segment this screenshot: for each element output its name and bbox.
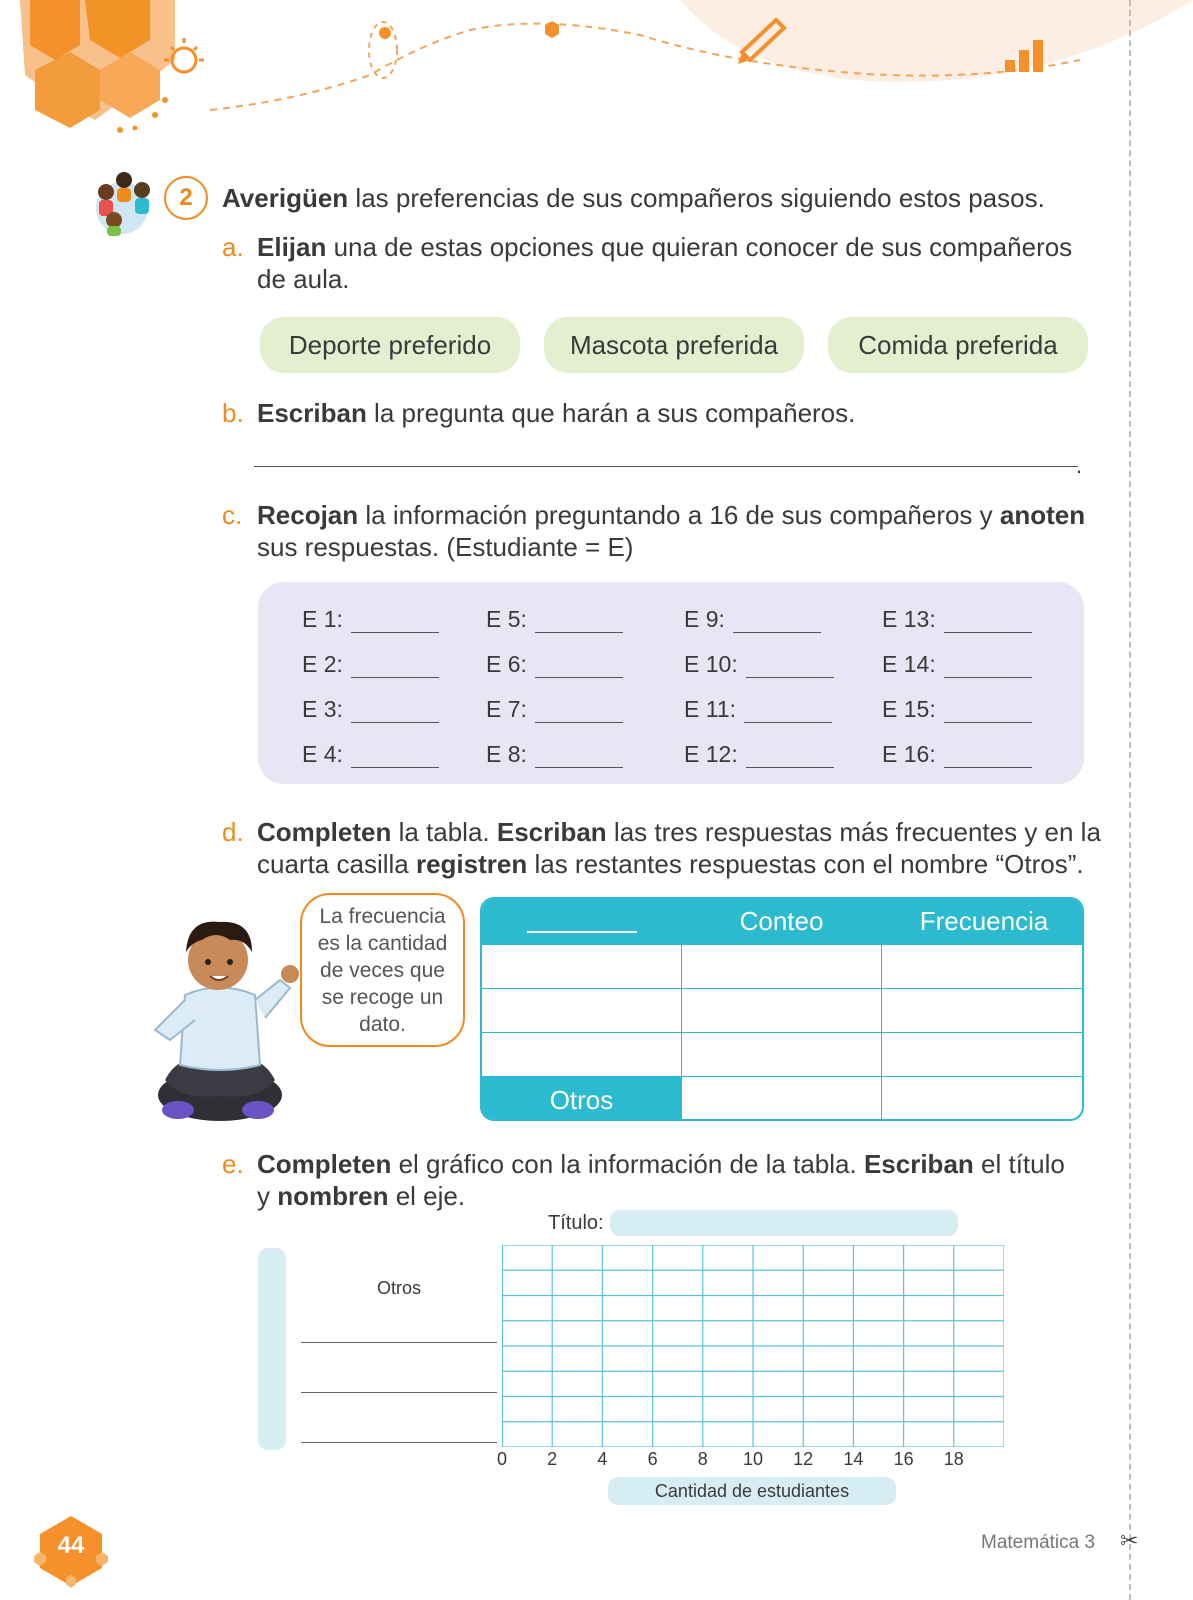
student-entry[interactable]: E 1: [302, 606, 439, 633]
step-e-line2: y nombren el eje. [257, 1181, 466, 1211]
table-cell[interactable] [882, 945, 1084, 989]
step-d-line1: Completen la tabla. Escriban las tres respuestas más frecuentes y en la [257, 817, 1101, 847]
table-cell[interactable] [482, 989, 682, 1033]
table-header-conteo: Conteo [682, 899, 882, 945]
question-end-mark: . [1076, 453, 1083, 478]
student-entry[interactable]: E 3: [302, 696, 439, 723]
page-number: 44 [57, 1532, 85, 1559]
step-b-text [257, 397, 855, 429]
x-axis-name-field[interactable]: Cantidad de estudiantes [608, 1477, 896, 1505]
activity-number: 2 [164, 176, 208, 220]
x-axis-tick-label: 14 [843, 1449, 864, 1469]
step-a-line2: de aula. [257, 264, 350, 294]
x-axis-tick-label: 6 [647, 1449, 658, 1469]
step-a-text [257, 231, 1072, 263]
header-decoration [0, 0, 1193, 160]
frequency-speech-bubble: La frecuencia es la cantidad de veces que se recoge un dato. [300, 893, 465, 1047]
table-cell[interactable] [882, 989, 1084, 1033]
table-cell[interactable] [682, 945, 882, 989]
table-cell[interactable] [882, 1033, 1084, 1077]
bar-label-otros: Otros [376, 1278, 421, 1298]
question-answer-line[interactable] [254, 466, 1078, 467]
student-entry[interactable]: E 14: [882, 651, 1032, 678]
table-cell[interactable] [482, 945, 682, 989]
step-a-line1: una de estas opciones que quieran conocer de sus compañeros [326, 232, 1073, 262]
chart-title-field[interactable] [610, 1210, 958, 1236]
bar-label-line[interactable] [301, 1442, 497, 1443]
student-character-illustration [140, 900, 300, 1124]
student-entry[interactable]: E 10: [684, 651, 834, 678]
table-cell[interactable] [682, 1077, 882, 1121]
instruction-text: las preferencias de sus compañeros siguiendo estos pasos. [348, 183, 1045, 213]
option-deporte[interactable]: Deporte preferido [260, 317, 520, 373]
option-comida[interactable]: Comida preferida [828, 317, 1088, 373]
table-row-otros: Otros [482, 1077, 682, 1121]
x-axis-tick-label: 10 [742, 1449, 764, 1469]
x-axis-tick-label: 12 [793, 1449, 814, 1469]
instruction-verb: Averigüen [222, 183, 349, 213]
x-axis-tick-label: 18 [943, 1449, 964, 1469]
step-d-line2: cuarta casilla registren las restantes respuestas con el nombre “Otros”. [257, 849, 1084, 879]
step-c-letter: c. [222, 500, 243, 530]
student-entry[interactable]: E 12: [684, 741, 834, 768]
table-header-category[interactable] [482, 899, 682, 945]
cubes-illustration [20, 0, 175, 128]
table-cell[interactable] [482, 1033, 682, 1077]
step-a-verb: Elijan [257, 232, 327, 262]
student-entry[interactable]: E 2: [302, 651, 439, 678]
table-cell[interactable] [882, 1077, 1084, 1121]
x-axis-tick-label: 2 [547, 1449, 558, 1469]
x-axis-tick-label: 16 [893, 1449, 914, 1469]
student-entry[interactable]: E 16: [882, 741, 1032, 768]
option-mascota[interactable]: Mascota preferida [544, 317, 804, 373]
scissors-icon: ✂ [1120, 1528, 1139, 1553]
x-axis-tick-label: 4 [597, 1449, 608, 1469]
student-entry[interactable]: E 5: [486, 606, 623, 633]
student-entry[interactable]: E 11: [684, 696, 832, 723]
chart-title-label: Título: [548, 1212, 604, 1234]
student-entry[interactable]: E 4: [302, 741, 439, 768]
x-axis-tick-label: 8 [697, 1449, 708, 1469]
table-header-frecuencia: Frecuencia [882, 899, 1084, 945]
bar-label-line[interactable] [301, 1342, 497, 1343]
cut-dashed-line [1129, 0, 1131, 1600]
student-entry[interactable]: E 6: [486, 651, 623, 678]
step-c-line2: sus respuestas. (Estudiante = E) [257, 532, 634, 562]
step-c-rest1: la información preguntando a 16 de sus compañeros y [358, 500, 1000, 530]
step-e-line1: Completen el gráfico con la información de la tabla. Escriban el título [257, 1149, 1065, 1179]
table-cell[interactable] [682, 989, 882, 1033]
step-c-verb1: Recojan [257, 500, 359, 530]
step-b-verb: Escriban [257, 398, 367, 428]
step-c-text [257, 499, 1085, 531]
table-cell[interactable] [682, 1033, 882, 1077]
step-d-letter: d. [222, 817, 244, 847]
student-entry[interactable]: E 9: [684, 606, 821, 633]
group-work-icon [86, 168, 158, 236]
y-axis-name-field[interactable] [258, 1248, 286, 1450]
step-c-verb2: anoten [999, 500, 1086, 530]
student-entry[interactable]: E 13: [882, 606, 1032, 633]
student-entry[interactable]: E 8: [486, 741, 623, 768]
bar-chart-grid[interactable] [502, 1245, 1004, 1447]
student-entry[interactable]: E 7: [486, 696, 623, 723]
step-b-rest: la pregunta que harán a sus compañeros. [366, 398, 856, 428]
x-axis-tick-label: 0 [496, 1449, 507, 1469]
step-e-letter: e. [222, 1149, 244, 1179]
step-b-letter: b. [222, 398, 244, 428]
step-a-letter: a. [222, 232, 244, 262]
activity-instruction [222, 182, 1045, 214]
frequency-table [480, 897, 1084, 1121]
student-entry[interactable]: E 15: [882, 696, 1032, 723]
bar-label-line[interactable] [301, 1392, 497, 1393]
book-title: Matemática 3 [981, 1532, 1096, 1553]
